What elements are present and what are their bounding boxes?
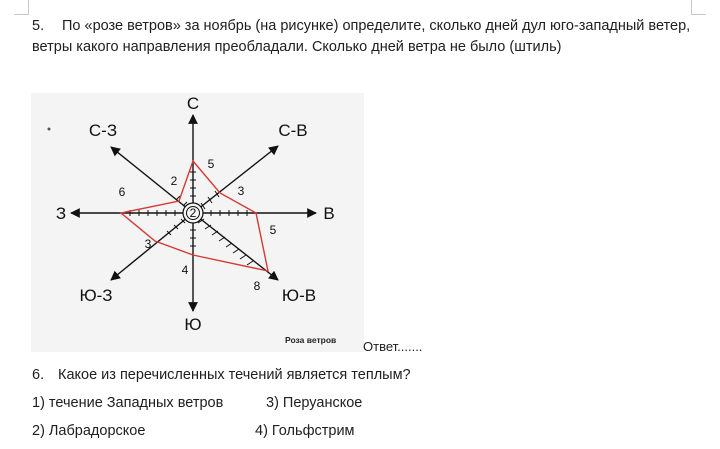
value-label-west: 6 bbox=[118, 185, 126, 199]
option-1: 1) течение Западных ветров bbox=[32, 395, 224, 411]
option-3: 3) Перуанское bbox=[266, 395, 363, 411]
question-6 bbox=[32, 367, 411, 383]
page-corner-mark-right bbox=[691, 0, 706, 15]
value-label-southwest: 3 bbox=[144, 237, 152, 251]
direction-label-south: Ю bbox=[184, 315, 202, 334]
option-4: 4) Гольфстрим bbox=[255, 423, 355, 439]
question-6-text: Какое из перечисленных течений является теплым? bbox=[58, 367, 411, 383]
figure-caption: Роза ветров bbox=[285, 335, 337, 345]
direction-label-southeast: Ю-В bbox=[281, 286, 317, 305]
stray-dot bbox=[48, 128, 51, 131]
wind-rose-figure bbox=[31, 93, 364, 352]
wind-rose-diagram bbox=[31, 93, 364, 352]
direction-label-southwest: Ю-З bbox=[79, 286, 113, 305]
value-label-south: 4 bbox=[181, 263, 189, 277]
axis-northwest bbox=[111, 147, 193, 213]
value-label-north: 5 bbox=[207, 157, 215, 171]
value-label-northeast: 3 bbox=[237, 184, 245, 198]
question-6-number: 6. bbox=[32, 367, 45, 383]
option-2: 2) Лабрадорское bbox=[32, 423, 146, 439]
value-label-east: 5 bbox=[269, 223, 277, 237]
question-5-number: 5. bbox=[32, 18, 45, 34]
direction-label-north: С bbox=[186, 94, 200, 113]
question-5-text: По «розе ветров» за ноябрь (на рисунке) определите, сколько дней дул юго-западный ветер, ветры какого направления преобладали. Сколько дней ветра не было (штиль) bbox=[32, 18, 691, 55]
calm-value: 2 bbox=[189, 206, 197, 220]
page-corner-mark-left bbox=[14, 0, 29, 15]
value-label-northwest: 2 bbox=[170, 174, 178, 188]
answer-line: Ответ....... bbox=[363, 339, 423, 354]
direction-label-northeast: С-В bbox=[278, 121, 308, 140]
direction-label-east: В bbox=[323, 204, 335, 223]
question-5 bbox=[32, 16, 692, 58]
direction-label-northwest: С-З bbox=[88, 121, 118, 140]
value-label-southeast: 8 bbox=[253, 279, 261, 293]
axis-northeast bbox=[193, 146, 278, 213]
direction-label-west: З bbox=[55, 204, 67, 223]
